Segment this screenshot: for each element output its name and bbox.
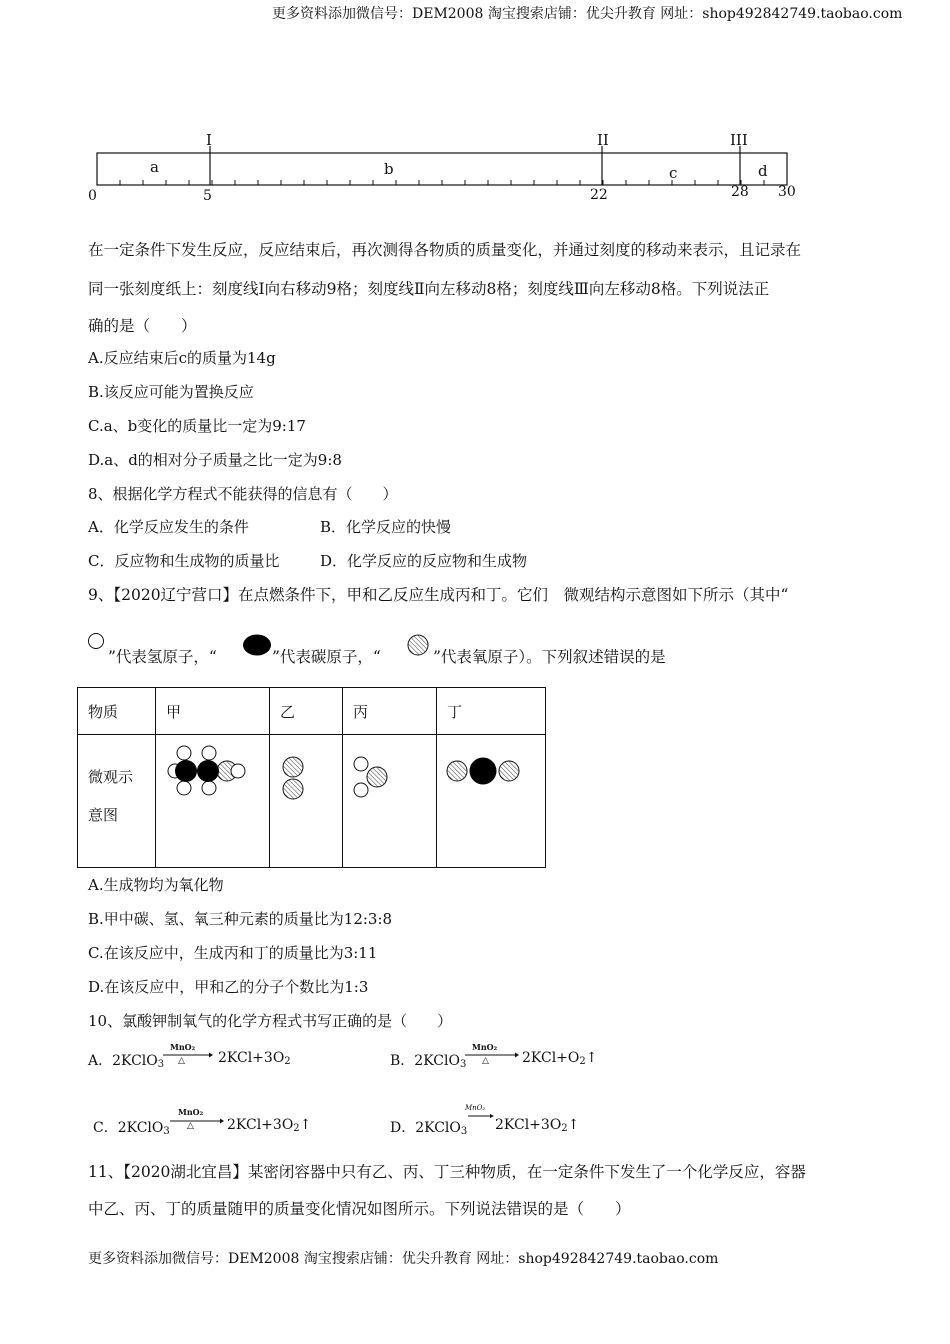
q10-b-heat: △: [482, 1056, 489, 1066]
legend-hydrogen-text: ”代表氢原子，“: [108, 648, 217, 666]
table-row-label: [78, 735, 156, 868]
q10-option-b: [390, 1050, 466, 1070]
q10-a-right: [218, 1050, 291, 1067]
ruler-tick-22: 22: [590, 187, 608, 203]
q10-a-sub3: 3: [157, 1059, 165, 1070]
ruler-segment-c: c: [669, 164, 678, 182]
q10-a-products: 2KCl+3O: [218, 1050, 285, 1066]
table-header-yi: 乙: [270, 688, 343, 735]
q10-b-right: [522, 1050, 598, 1067]
q10-b-products: 2KCl+O: [522, 1050, 580, 1066]
ruler-line-label-3: III: [730, 131, 748, 149]
molecule-jia-ethanol: [160, 740, 260, 810]
q10-c-sub2: 2: [293, 1123, 300, 1134]
q7-option-a: A.反应结束后c的质量为14g: [88, 349, 276, 367]
q10-b-left: B．2KClO: [390, 1053, 460, 1069]
q10-b-sub2: 2: [579, 1056, 586, 1067]
q9-option-d: D.在该反应中，甲和乙的分子个数比为1:3: [88, 978, 369, 996]
q7-line-2: 同一张刻度纸上：刻度线Ⅰ向右移动9格；刻度线Ⅱ向左移动8格；刻度线Ⅲ向左移动8格。下列说法正: [88, 280, 770, 298]
page-footer: 更多资料添加微信号：DEM2008 淘宝搜索店铺：优尖升教育 网址：shop492842749.taobao.com: [88, 1251, 719, 1267]
q10-a-catalyst: MnO₂: [170, 1042, 196, 1052]
ruler-tick-5: 5: [203, 188, 212, 204]
q10-b-arrow-icon: [465, 1051, 520, 1061]
q9-option-a: A.生成物均为氧化物: [88, 876, 224, 894]
legend-carbon-text: ”代表碳原子，“: [272, 648, 381, 666]
q11-line-2: 中乙、丙、丁的质量随甲的质量变化情况如图所示。下列说法错误的是（ ）: [88, 1200, 631, 1218]
legend-hydrogen-icon: [87, 632, 107, 652]
q10-c-sub3: 3: [163, 1126, 170, 1137]
q10-a-sub2: 2: [284, 1056, 291, 1067]
molecule-ding-co2: [444, 755, 534, 795]
q10-b-gas-arrow: ↑: [585, 1050, 598, 1066]
table-header-bing: 丙: [343, 688, 437, 735]
q10-d-sub2: 2: [561, 1123, 568, 1134]
q10-c-right: [227, 1117, 311, 1134]
q8-option-a: A．化学反应发生的条件: [88, 518, 249, 536]
q10-c-heat: △: [187, 1121, 194, 1131]
q8-option-b: B．化学反应的快慢: [320, 518, 452, 536]
q8-option-d: D．化学反应的反应物和生成物: [320, 552, 528, 570]
molecule-bing-water: [348, 752, 398, 812]
q10-b-sub3: 3: [459, 1059, 467, 1070]
legend-oxygen-icon: [406, 635, 432, 659]
q10-c-arrow-icon: [170, 1117, 225, 1127]
q9-option-c: C.在该反应中，生成丙和丁的质量比为3:11: [88, 944, 378, 962]
q8-stem: 8、根据化学方程式不能获得的信息有（ ）: [88, 485, 398, 503]
page-header: 更多资料添加微信号：DEM2008 淘宝搜索店铺：优尖升教育 网址：shop492842749.taobao.com: [272, 6, 903, 22]
legend-carbon-icon: [242, 634, 274, 658]
table-row-label-1: 微观示: [88, 768, 134, 786]
q10-option-c: [93, 1117, 170, 1137]
q7-option-d: D.a、d的相对分子质量之比一定为9:8: [88, 451, 342, 469]
q10-option-d: [390, 1117, 467, 1137]
table-row-label-2: 意图: [88, 806, 119, 824]
q7-line-1: 在一定条件下发生反应，反应结束后，再次测得各物质的质量变化，并通过刻度的移动来表示，且记录在: [88, 241, 802, 259]
ruler-line-label-1: I: [206, 131, 212, 149]
table-header-jia: 甲: [156, 688, 270, 735]
q9-line-1: 9、【2020辽宁营口】在点燃条件下，甲和乙反应生成丙和丁。它们 微观结构示意图如下所示（其中“: [88, 586, 789, 604]
q10-a-heat: △: [178, 1056, 185, 1066]
q10-a-arrow-icon: [163, 1051, 213, 1061]
q11-line-1: 11、【2020湖北宜昌】某密闭容器中只有乙、丙、丁三种物质，在一定条件下发生了一个化学反应，容器: [88, 1163, 806, 1181]
q7-option-b: B.该反应可能为置换反应: [88, 383, 254, 401]
ruler-line-label-2: II: [597, 131, 609, 149]
molecule-yi-oxygen: [278, 752, 318, 812]
ruler-diagram: [0, 0, 950, 210]
q10-a-left: A．2KClO: [88, 1053, 158, 1069]
legend-oxygen-text: ”代表氧原子）。下列叙述错误的是: [433, 648, 666, 666]
q10-c-catalyst: MnO₂: [178, 1107, 204, 1117]
q10-b-catalyst: MnO₂: [472, 1042, 498, 1052]
q10-d-right: [495, 1117, 579, 1134]
table-header-ding: 丁: [437, 688, 546, 735]
ruler-segment-d: d: [758, 162, 768, 180]
q10-option-a: [88, 1050, 164, 1070]
q8-option-c: C．反应物和生成物的质量比: [88, 552, 280, 570]
ruler-tick-30: 30: [778, 184, 796, 200]
q10-d-arrow-icon: [468, 1112, 498, 1122]
q10-d-catalyst: MnO₂: [465, 1104, 486, 1112]
table-header-substance: 物质: [78, 688, 156, 735]
q9-option-b: B.甲中碳、氢、氧三种元素的质量比为12:3:8: [88, 910, 393, 928]
q10-d-sub3: 3: [460, 1126, 468, 1137]
q10-d-gas-arrow: ↑: [567, 1117, 580, 1133]
q10-c-left: C．2KClO: [93, 1120, 164, 1136]
q10-stem: 10、氯酸钾制氧气的化学方程式书写正确的是（ ）: [88, 1012, 453, 1030]
q10-c-gas-arrow: ↑: [299, 1117, 312, 1133]
q10-c-products: 2KCl+3O: [227, 1117, 294, 1133]
q10-d-left: D．2KClO: [390, 1120, 461, 1136]
q7-line-3: 确的是（ ）: [88, 317, 197, 335]
q7-option-c: C.a、b变化的质量比一定为9:17: [88, 417, 306, 435]
ruler-tick-0: 0: [88, 188, 97, 204]
q10-d-products: 2KCl+3O: [495, 1117, 562, 1133]
ruler-segment-b: b: [384, 160, 394, 178]
ruler-segment-a: a: [150, 158, 159, 176]
ruler-tick-28: 28: [731, 184, 749, 200]
